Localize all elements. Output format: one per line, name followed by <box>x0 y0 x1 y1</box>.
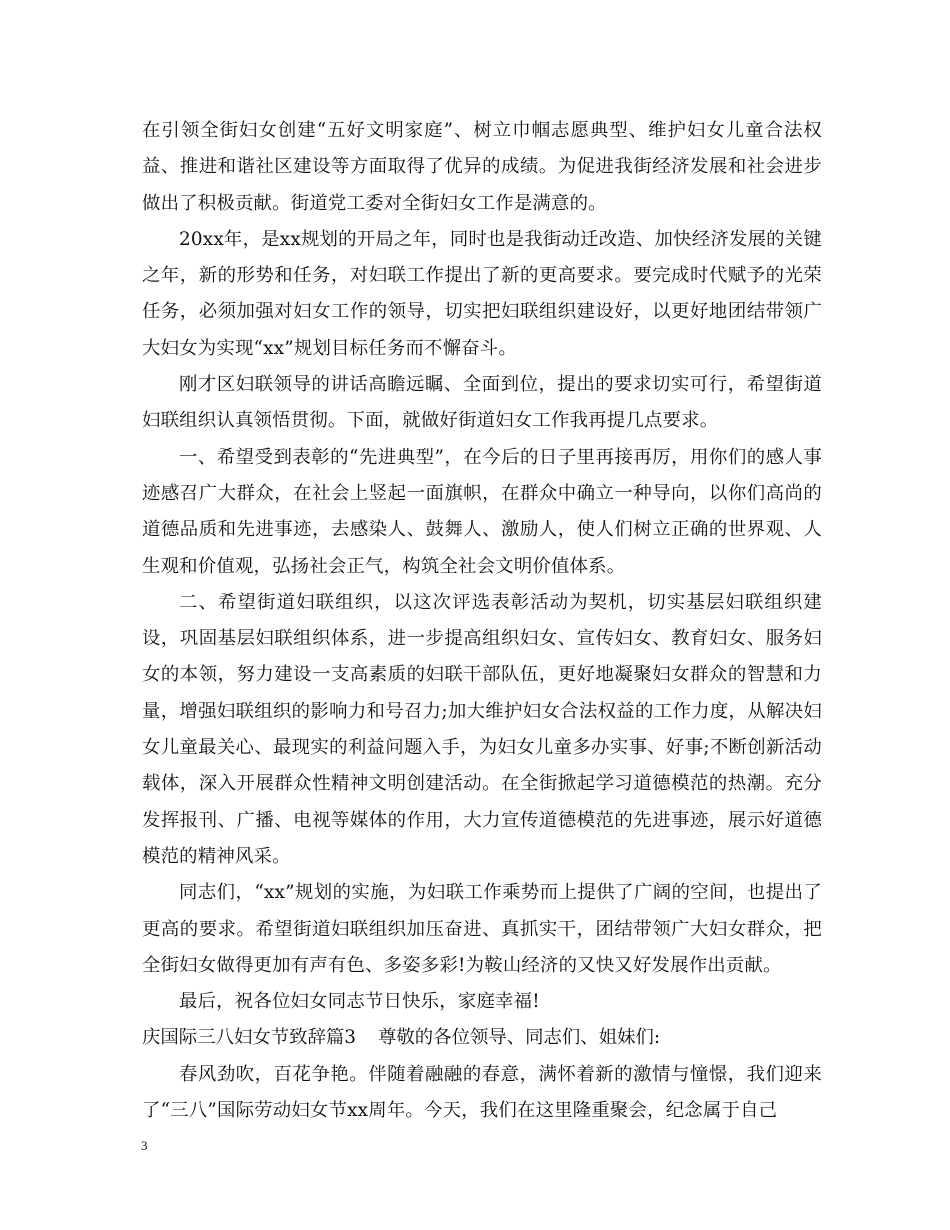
paragraph-leader-speech: 刚才区妇联领导的讲话高瞻远瞩、全面到位，提出的要求切实可行，希望街道妇联组织认真领悟贯彻。下面，就做好街道妇女工作我再提几点要求。 <box>142 374 822 432</box>
paragraph-continuation: 在引领全街妇女创建“五好文明家庭”、树立巾帼志愿典型、维护妇女儿童合法权益、推进和谐社区建设等方面取得了优异的成绩。为促进我街经济发展和社会进步做出了积极贡献。街道党工委对全街妇女工作是满意的。 <box>142 120 822 214</box>
document-body <box>142 113 822 1129</box>
paragraph-plan-year: 20xx年，是xx规划的开局之年，同时也是我街动迁改造、加快经济发展的关键之年，新的形势和任务，对妇联工作提出了新的更高要求。要完成时代赋予的光荣任务，必须加强对妇女工作的领导，切实把妇联组织建设好，以更好地团结带领广大妇女为实现“xx”规划目标任务而不懈奋斗。 <box>142 228 822 359</box>
paragraph-comrades: 同志们，“xx”规划的实施，为妇联工作乘势而上提供了广阔的空间，也提出了更高的要求。希望街道妇联组织加压奋进、真抓实干，团结带领广大妇女群众，把全街妇女做得更加有声有色、多姿多彩!为鞍山经济的又快又好发展作出贡献。 <box>142 882 822 976</box>
section-salutation: 尊敬的各位领导、同志们、姐妹们: <box>378 1027 661 1049</box>
paragraph-point-two: 二、希望街道妇联组织，以这次评选表彰活动为契机，切实基层妇联组织建设，巩固基层妇联组织体系，进一步提高组织妇女、宣传妇女、教育妇女、服务妇女的本领，努力建设一支高素质的妇联干部队伍，更好地凝聚妇女群众的智慧和力量，增强妇联组织的影响力和号召力;加大维护妇女合法权益的工作力度，从解决妇女儿童最关心、最现实的利益问题入手，为妇女儿童多办实事、好事;不断创新活动载体，深入开展群众性精神文明创建活动。在全街掀起学习道德模范的热潮。充分发挥报刊、广播、电视等媒体的作用，大力宣传道德模范的先进事迹，展示好道德模范的精神风采。 <box>142 591 822 867</box>
page-number: 3 <box>141 1138 148 1153</box>
section-heading <box>142 1020 822 1056</box>
paragraph-spring-opening: 春风劲吹，百花争艳。伴随着融融的春意，满怀着新的激情与憧憬，我们迎来了“三八”国际劳动妇女节xx周年。今天，我们在这里隆重聚会，纪念属于自己 <box>142 1063 822 1122</box>
paragraph-point-one: 一、希望受到表彰的“先进典型”，在今后的日子里再接再厉，用你们的感人事迹感召广大群众，在社会上竖起一面旗帜，在群众中确立一种导向，以你们高尚的道德品质和先进事迹，去感染人、鼓舞人、激励人，使人们树立正确的世界观、人生观和价值观，弘扬社会正气，构筑全社会文明价值体系。 <box>142 446 822 577</box>
section-title: 庆国际三八妇女节致辞篇3 <box>142 1027 356 1049</box>
paragraph-closing-wishes: 最后，祝各位妇女同志节日快乐，家庭幸福! <box>179 991 540 1013</box>
